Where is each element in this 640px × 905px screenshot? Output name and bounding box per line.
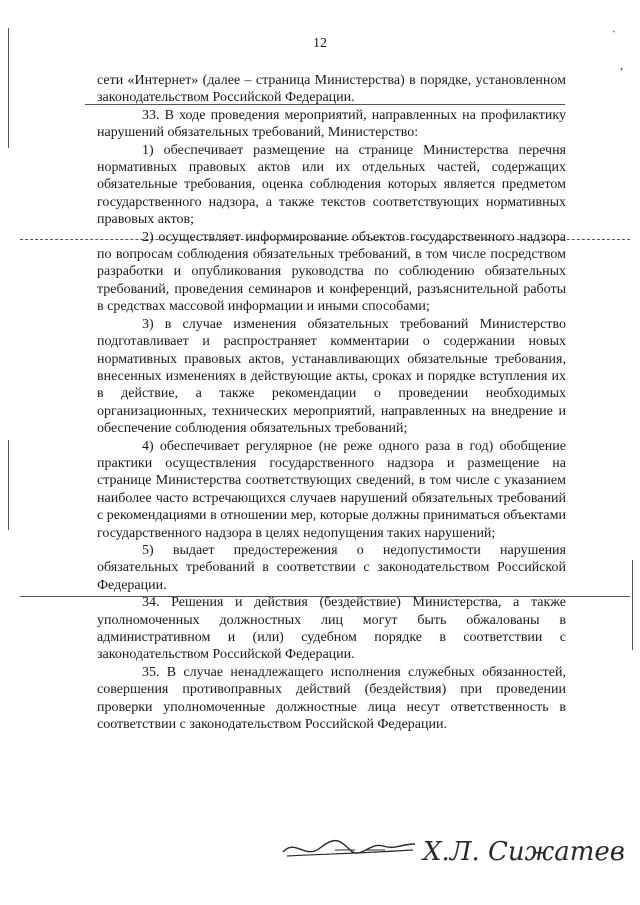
page-number: 12 [313,36,327,51]
paragraph-34: 34. Решения и действия (бездействие) Министерства, а также уполномоченных должностных лиц могут быть обжалованы в административном и (или) судебном порядке в соответствии с законодательством Российской Федерации. [97,595,566,663]
paragraph-item-3: 3) в случае изменения обязательных требований Министерство подготавливает и распространяет комментарии о содержании новых нормативных правовых актов, устанавливающих обязательные требования, внесенных изменениях в действующие акты, сроках и порядке вступления их в действие, а также рекомендации о проведении необходимых организационных, технических мероприятий, направленных на внедрение и обеспечение соблюдения обязательных требований; [97,316,566,437]
paragraph-continuation: сети «Интернет» (далее – страница Министерства) в порядке, установленном законодательством Российской Федерации. [97,73,566,106]
paragraph-33: 33. В ходе проведения мероприятий, направленных на профилактику нарушений обязательных требований, Министерство: [97,107,566,141]
scan-mark-top-right: ` [612,28,616,42]
paragraph-item-4: 4) обеспечивает регулярное (не реже одного раза в год) обобщение практики осуществления государственного надзора и размещение на странице Министерства соответствующих сведений, в том числе с указанием наиболее часто встречающихся случаев нарушений обязательных требований с рекомендациями в отношении мер, которые должны приниматься объектами государственного надзора в целях недопущения таких нарушений; [97,438,566,541]
signature-scribble [265,820,625,880]
signature-name: Х.Л. Сижатев [423,837,625,867]
paragraph-item-1: 1) обеспечивает размещение на странице Министерства перечня нормативных правовых актов или их отдельных частей, содержащих обязательные требования, оценка соблюдения которых является предметом государственного надзора, а также текстов соответствующих нормативных правовых актов; [97,142,566,228]
scan-left-edge-line-2 [8,440,9,530]
paragraph-item-5: 5) выдает предостережения о недопустимости нарушения обязательных требований в соответствии с законодательством Российской Федерации. [97,542,566,593]
scan-right-edge-line [632,560,633,650]
paragraph-35: 35. В случае ненадлежащего исполнения служебных обязанностей, совершения противоправных действий (бездействия) при проведении проверки уполномоченные должностные лица несут ответственность в соответствии с законодательством Российской Федерации. [97,664,566,733]
signature [265,820,625,880]
scan-left-edge-line [8,28,9,148]
paragraph-item-2: 2) осуществляет информирование объектов государственного надзора по вопросам соблюдения обязательных требований, в том числе посредством разработки и опубликования руководства по соблюдению обязательных требований, проведения семинаров и конференций, разъяснительной работы в средствах массовой информации и иными способами; [97,229,566,315]
scan-mark-right: , [620,58,623,72]
document-body [97,72,566,733]
